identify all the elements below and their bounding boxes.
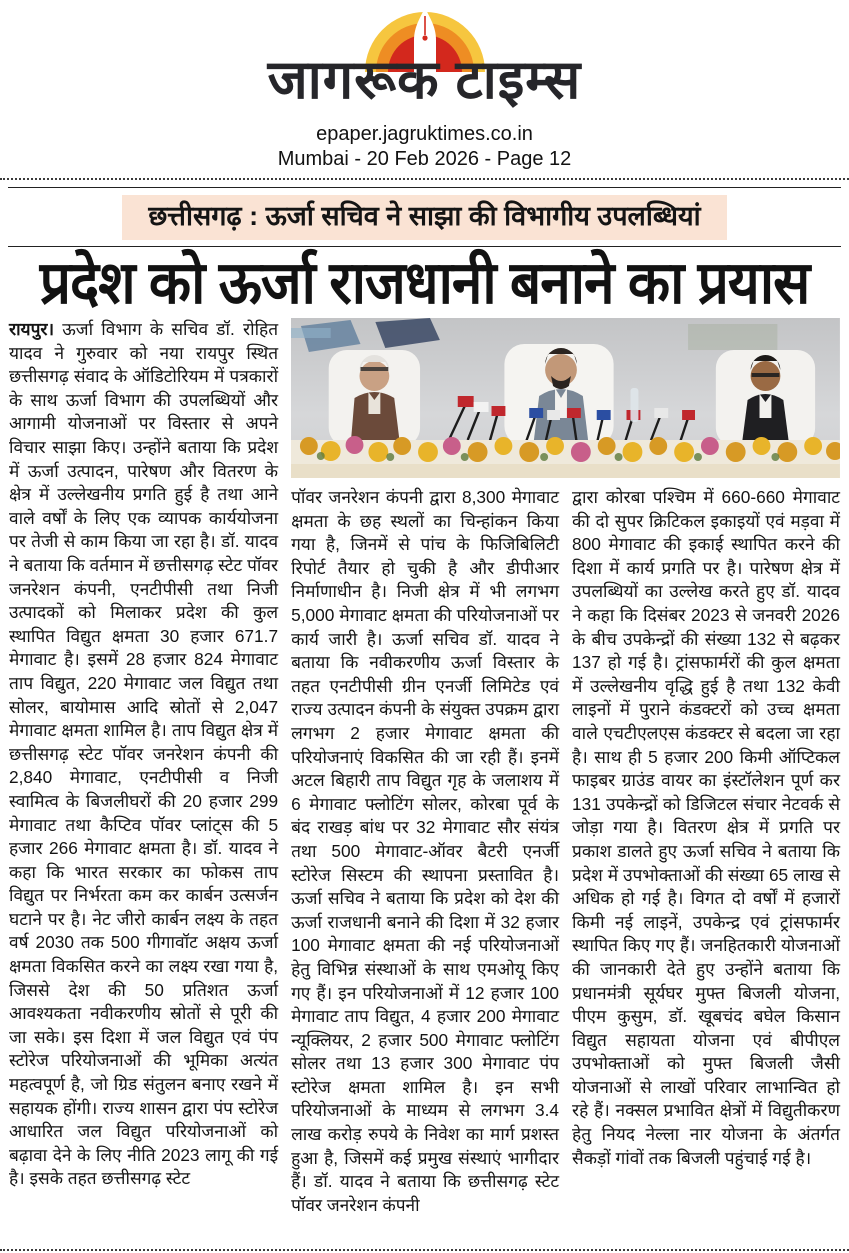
column-3-text: द्वारा कोरबा पश्चिम में 660-660 मेगावाट की दो सुपर क्रिटिकल इकाइयों एवं मड़वा में 800 मेगावाट की इकाई स्थापित करने की दिशा में कार्य प्रगति पर है। पारेषण क्षेत्र में उपलब्धियों का उल्लेख करते हुए डॉ. यादव ने कहा कि दिसंबर 2023 से जनवरी 2026 के बीच उपकेन्द्रों की संख्या 132 से बढ़कर 137 हो गई है। ट्रांसफार्मरों की कुल क्षमता में उल्लेखनीय वृद्धि हुई है तथा 132 केवी लाइनों में पुराने कंडक्टरों को उच्च क्षमता वाले एचटीएलएस कंडक्टर से बदला जा रहा है। साथ ही 5 हजार 200 किमी ऑप्टिकल फाइबर ग्राउंड वायर का इंस्टॉलेशन पूर्ण कर 131 उपकेन्द्रों को डिजिटल संचार नेटवर्क से जोड़ा गया है। वितरण क्षेत्र में प्रगति पर प्रकाश डालते हुए ऊर्जा सचिव ने बताया कि प्रदेश में उपभोक्ताओं की संख्या 65 लाख से अधिक हो गई है। विगत दो वर्षों में हजारों किमी नई लाइनें, उपकेन्द्र एवं ट्रांसफार्मर स्थापित किए गए हैं। जनहितकारी योजनाओं की जानकारी देते हुए उन्होंने बताया कि प्रधानमंत्री सूर्यघर मुफ्त बिजली योजना, पीएम कुसुम, डॉ. खूबचंद बघेल किसान विद्युत सहायता योजना एवं बीपीएल उपभोक्ताओं को मुफ्त बिजली जैसी योजनाओं से लाखों परिवार लाभान्वित हो रहे हैं। नक्सल प्रभावित क्षेत्रों में विद्युतीकरण हेतु नियद नेल्ला नार योजना के अंतर्गत सैकड़ों गांवों तक बिजली पहुंचाई गई है।	[572, 487, 841, 1168]
press-conference-photo	[291, 318, 840, 478]
kicker-strip: छत्तीसगढ़ : ऊर्जा सचिव ने साझा की विभागीय उपलब्धियां	[122, 195, 726, 240]
dateline: रायपुर।	[9, 319, 55, 340]
article-body	[0, 318, 849, 1217]
article-column-1	[9, 318, 278, 1217]
epaper-website: epaper.jagruktimes.co.in	[316, 122, 533, 145]
dotted-separator-bottom	[0, 1249, 849, 1251]
article-column-3	[572, 486, 840, 1217]
article-headline: प्रदेश को ऊर्जा राजधानी बनाने का प्रयास	[39, 249, 810, 317]
article-column-2	[291, 486, 559, 1217]
newspaper-title: जागरूक टाइम्स	[267, 50, 582, 110]
edition-date-page: Mumbai - 20 Feb 2026 - Page 12	[277, 147, 572, 170]
column-1-text: ऊर्जा विभाग के सचिव डॉ. रोहित यादव ने गुरुवार को नया रायपुर स्थित छत्तीसगढ़ संवाद के ऑडिटोरियम में पत्रकारों के साथ ऊर्जा विभाग की उपलब्धियों और आगामी योजनाओं पर विस्तार से अपने विचार साझा किए। उन्होंने बताया कि प्रदेश में ऊर्जा उत्पादन, पारेषण और वितरण के क्षेत्र में उल्लेखनीय प्रगति हुई है तथा आने वाले वर्षों के लिए एक व्यापक कार्ययोजना पर तेजी से काम किया जा रहा है। डॉ. यादव ने बताया कि वर्तमान में छत्तीसगढ़ स्टेट पॉवर जनरेशन कंपनी, एनटीपीसी तथा निजी उत्पादकों को मिलाकर प्रदेश की कुल स्थापित विद्युत क्षमता 30 हजार 671.7 मेगावाट है। इसमें 28 हजार 824 मेगावाट ताप विद्युत, 220 मेगावाट जल विद्युत तथा सोलर, बायोमास आदि स्रोतों से 2,047 मेगावाट क्षमता शामिल है। ताप विद्युत क्षेत्र में छत्तीसगढ़ स्टेट पॉवर जनरेशन कंपनी की 2,840 मेगावाट, एनटीपीसी व निजी स्वामित्व के बिजलीघरों की 20 हजार 299 मेगावाट तथा कैप्टिव पॉवर प्लांट्स की 5 हजार 266 मेगावाट क्षमता है। डॉ. यादव ने कहा कि भारत सरकार का फोकस ताप विद्युत पर निर्भरता कम कर कार्बन उत्सर्जन घटाने पर है। नेट जीरो कार्बन लक्ष्य के तहत वर्ष 2030 तक 500 गीगावॉट अक्षय ऊर्जा क्षमता विकसित करने का लक्ष्य रखा गया है, जिससे देश की 50 प्रतिशत ऊर्जा आवश्यकता नवीकरणीय स्रोतों से पूरी की जा सके। इस दिशा में जल विद्युत एवं पंप स्टोरेज परियोजनाओं की भूमिका अत्यंत महत्वपूर्ण है, जो ग्रिड संतुलन बनाए रखने में सहायक होंगी। राज्य शासन द्वारा पंप स्टोरेज आधारित जल विद्युत परियोजनाओं को बढ़ावा देने के लिए नीति 2023 लागू की गई है। इसके तहत छत्तीसगढ़ स्टेट	[9, 319, 279, 1189]
column-2-text: पॉवर जनरेशन कंपनी द्वारा 8,300 मेगावाट क्षमता के छह स्थलों का चिन्हांकन किया गया है, जिनमें से पांच के फिजिबिलिटी रिपोर्ट तैयार हो चुकी है और डीपीआर निर्माणाधीन है। निजी क्षेत्र में भी लगभग 5,000 मेगावाट क्षमता की परियोजनाओं पर कार्य जारी है। ऊर्जा सचिव डॉ. यादव ने बताया कि नवीकरणीय ऊर्जा विस्तार के तहत एनटीपीसी ग्रीन एनर्जी लिमिटेड एवं राज्य उत्पादन कंपनी के संयुक्त उपक्रम द्वारा लगभग 2 हजार मेगावाट क्षमता की परियोजनाएं विकसित की जा रही हैं। इनमें अटल बिहारी ताप विद्युत गृह के जलाशय में 6 मेगावाट फ्लोटिंग सोलर, कोरबा पूर्व के बंद राखड़ बांध पर 32 मेगावाट सौर संयंत्र तथा 500 मेगावाट-ऑवर बैटरी एनर्जी स्टोरेज सिस्टम की स्थापना प्रस्तावित है। ऊर्जा सचिव ने बताया कि प्रदेश को देश की ऊर्जा राजधानी बनाने की दिशा में 32 हजार 100 मेगावाट क्षमता की नई परियोजनाओं हेतु विभिन्न संस्थाओं के साथ एमओयू किए गए हैं। इन परियोजनाओं में 12 हजार 100 मेगावाट ताप विद्युत, 4 हजार 200 मेगावाट न्यूक्लियर, 2 हजार 500 मेगावाट फ्लोटिंग सोलर तथा 13 हजार 300 मेगावाट पंप स्टोरेज क्षमता शामिल है। इन सभी परियोजनाओं के माध्यम से लगभग 3.4 लाख करोड़ रुपये के निवेश का मार्ग प्रशस्त हुआ है, जिसमें कई प्रमुख संस्थाएं भागीदार हैं। डॉ. यादव ने बताया कि छत्तीसगढ़ स्टेट पॉवर जनरेशन कंपनी	[291, 487, 560, 1215]
masthead	[0, 0, 849, 178]
